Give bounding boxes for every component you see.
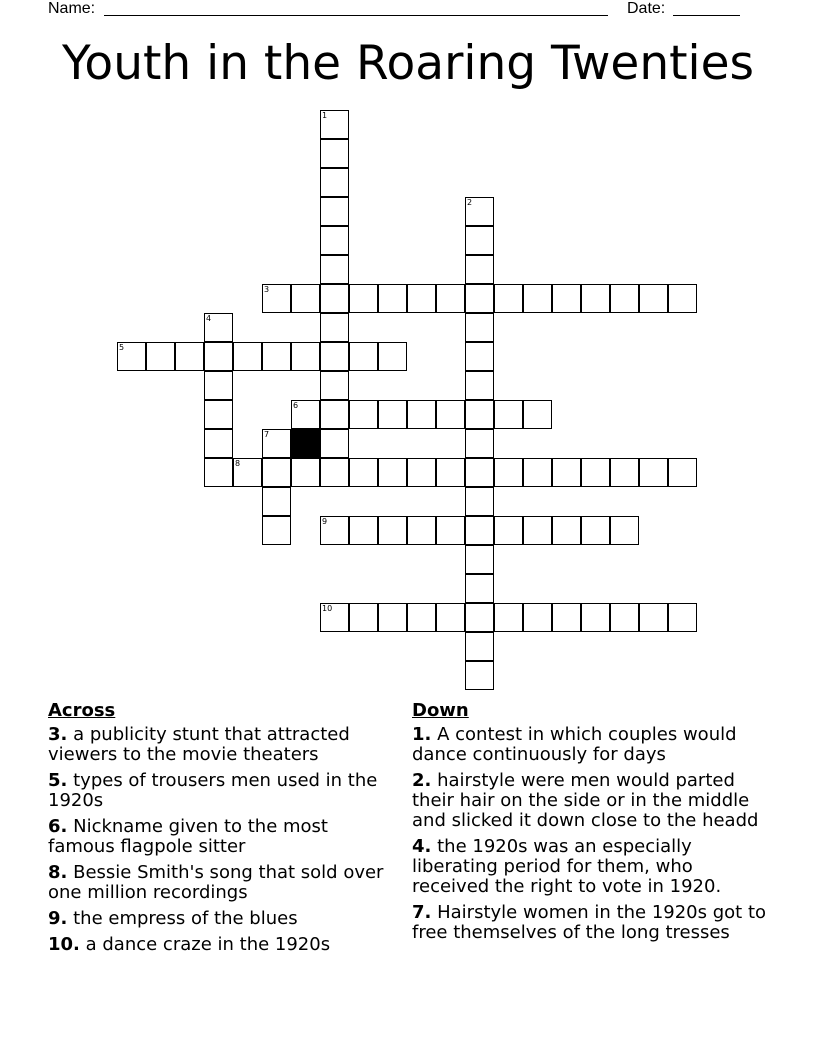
grid-cell[interactable] bbox=[523, 458, 552, 487]
grid-cell[interactable] bbox=[291, 458, 320, 487]
grid-cell[interactable] bbox=[175, 342, 204, 371]
grid-cell[interactable] bbox=[465, 458, 494, 487]
clue-number: 6 bbox=[293, 401, 299, 410]
grid-cell[interactable] bbox=[494, 284, 523, 313]
grid-cell[interactable] bbox=[349, 342, 378, 371]
grid-cell[interactable] bbox=[610, 458, 639, 487]
down-heading: Down bbox=[412, 700, 469, 721]
grid-cell[interactable] bbox=[349, 516, 378, 545]
clue-number: 2 bbox=[467, 198, 473, 207]
grid-cell[interactable] bbox=[436, 516, 465, 545]
grid-cell[interactable] bbox=[320, 226, 349, 255]
grid-cell[interactable] bbox=[349, 603, 378, 632]
grid-cell[interactable] bbox=[204, 429, 233, 458]
grid-cell[interactable] bbox=[262, 284, 291, 313]
date-blank[interactable] bbox=[673, 15, 740, 16]
grid-cell[interactable] bbox=[465, 574, 494, 603]
clue-number: 9 bbox=[322, 517, 328, 526]
grid-cell[interactable] bbox=[494, 516, 523, 545]
grid-cell[interactable] bbox=[465, 516, 494, 545]
grid-cell[interactable] bbox=[262, 458, 291, 487]
grid-cell[interactable] bbox=[639, 458, 668, 487]
grid-cell[interactable] bbox=[291, 342, 320, 371]
grid-cell-blocked bbox=[291, 429, 320, 458]
grid-cell[interactable] bbox=[523, 516, 552, 545]
grid-cell[interactable] bbox=[407, 400, 436, 429]
grid-cell[interactable] bbox=[378, 603, 407, 632]
grid-cell[interactable] bbox=[552, 458, 581, 487]
down-clue-1: 1. A contest in which couples would dance continuously for days bbox=[412, 724, 737, 765]
grid-cell[interactable] bbox=[320, 197, 349, 226]
down-clue-4: 4. the 1920s was an especially liberating period for them, who received the right to vote in 1920. bbox=[412, 836, 722, 897]
grid-cell[interactable] bbox=[262, 516, 291, 545]
grid-cell[interactable] bbox=[320, 516, 349, 545]
grid-cell[interactable] bbox=[552, 284, 581, 313]
grid-cell[interactable] bbox=[320, 255, 349, 284]
grid-cell[interactable] bbox=[465, 371, 494, 400]
grid-cell[interactable] bbox=[523, 284, 552, 313]
clue-number: 10 bbox=[322, 604, 333, 613]
grid-cell[interactable] bbox=[378, 284, 407, 313]
grid-cell[interactable] bbox=[262, 487, 291, 516]
grid-cell[interactable] bbox=[320, 371, 349, 400]
grid-cell[interactable] bbox=[146, 342, 175, 371]
grid-cell[interactable] bbox=[378, 458, 407, 487]
grid-cell[interactable] bbox=[233, 342, 262, 371]
grid-cell[interactable] bbox=[494, 400, 523, 429]
grid-cell[interactable] bbox=[378, 342, 407, 371]
grid-cell[interactable] bbox=[436, 603, 465, 632]
grid-cell[interactable] bbox=[204, 371, 233, 400]
grid-cell[interactable] bbox=[117, 342, 146, 371]
grid-cell[interactable] bbox=[378, 516, 407, 545]
grid-cell[interactable] bbox=[320, 603, 349, 632]
grid-cell[interactable] bbox=[465, 545, 494, 574]
grid-cell[interactable] bbox=[523, 400, 552, 429]
grid-cell[interactable] bbox=[349, 284, 378, 313]
grid-cell[interactable] bbox=[552, 603, 581, 632]
grid-cell[interactable] bbox=[639, 284, 668, 313]
grid-cell[interactable] bbox=[204, 313, 233, 342]
grid-cell[interactable] bbox=[320, 313, 349, 342]
grid-cell[interactable] bbox=[668, 458, 697, 487]
grid-cell[interactable] bbox=[610, 603, 639, 632]
grid-cell[interactable] bbox=[494, 603, 523, 632]
across-clue-6: 6. Nickname given to the most famous flagpole sitter bbox=[48, 816, 328, 857]
grid-cell[interactable] bbox=[233, 458, 262, 487]
across-clue-3: 3. a publicity stunt that attracted viewers to the movie theaters bbox=[48, 724, 350, 765]
down-clue-7: 7. Hairstyle women in the 1920s got to free themselves of the long tresses bbox=[412, 902, 767, 943]
grid-cell[interactable] bbox=[465, 255, 494, 284]
grid-cell[interactable] bbox=[204, 400, 233, 429]
across-heading: Across bbox=[48, 700, 116, 721]
grid-cell[interactable] bbox=[320, 168, 349, 197]
grid-cell[interactable] bbox=[552, 516, 581, 545]
grid-cell[interactable] bbox=[320, 284, 349, 313]
grid-cell[interactable] bbox=[407, 603, 436, 632]
grid-cell[interactable] bbox=[407, 284, 436, 313]
grid-cell[interactable] bbox=[465, 284, 494, 313]
grid-cell[interactable] bbox=[668, 284, 697, 313]
grid-cell[interactable] bbox=[465, 603, 494, 632]
across-clues bbox=[48, 701, 388, 961]
grid-cell[interactable] bbox=[262, 429, 291, 458]
grid-cell[interactable] bbox=[610, 516, 639, 545]
across-clue-8: 8. Bessie Smith's song that sold over one million recordings bbox=[48, 862, 384, 903]
clue-number: 4 bbox=[206, 314, 212, 323]
grid-cell[interactable] bbox=[320, 110, 349, 139]
grid-cell[interactable] bbox=[668, 603, 697, 632]
grid-cell[interactable] bbox=[407, 458, 436, 487]
clue-number: 7 bbox=[264, 430, 270, 439]
across-clue-9: 9. the empress of the blues bbox=[48, 908, 298, 929]
header bbox=[0, 0, 816, 20]
grid-cell[interactable] bbox=[639, 603, 668, 632]
grid-cell[interactable] bbox=[407, 516, 436, 545]
clue-number: 1 bbox=[322, 111, 328, 120]
across-clue-10: 10. a dance craze in the 1920s bbox=[48, 934, 331, 955]
grid-cell[interactable] bbox=[320, 139, 349, 168]
grid-cell[interactable] bbox=[465, 197, 494, 226]
grid-cell[interactable] bbox=[436, 458, 465, 487]
grid-cell[interactable] bbox=[291, 400, 320, 429]
grid-cell[interactable] bbox=[320, 429, 349, 458]
grid-cell[interactable] bbox=[349, 400, 378, 429]
grid-cell[interactable] bbox=[378, 400, 407, 429]
grid-cell[interactable] bbox=[349, 458, 378, 487]
grid-cell[interactable] bbox=[465, 429, 494, 458]
grid-cell[interactable] bbox=[465, 226, 494, 255]
down-clue-2: 2. hairstyle were men would parted their hair on the side or in the middle and slicked it down close to the headd bbox=[412, 770, 759, 831]
grid-cell[interactable] bbox=[320, 342, 349, 371]
grid-cell[interactable] bbox=[262, 342, 291, 371]
grid-cell[interactable] bbox=[436, 284, 465, 313]
grid-cell[interactable] bbox=[204, 342, 233, 371]
across-clue-5: 5. types of trousers men used in the 1920s bbox=[48, 770, 378, 811]
grid-cell[interactable] bbox=[204, 458, 233, 487]
grid-cell[interactable] bbox=[291, 284, 320, 313]
grid-cell[interactable] bbox=[320, 400, 349, 429]
grid-cell[interactable] bbox=[581, 516, 610, 545]
grid-cell[interactable] bbox=[494, 458, 523, 487]
date-label: Date: bbox=[627, 0, 666, 17]
grid-cell[interactable] bbox=[465, 661, 494, 690]
grid-cell[interactable] bbox=[581, 284, 610, 313]
grid-cell[interactable] bbox=[465, 313, 494, 342]
grid-cell[interactable] bbox=[581, 458, 610, 487]
grid-cell[interactable] bbox=[465, 400, 494, 429]
grid-cell[interactable] bbox=[581, 603, 610, 632]
grid-cell[interactable] bbox=[465, 632, 494, 661]
grid-cell[interactable] bbox=[320, 458, 349, 487]
page-title: Youth in the Roaring Twenties bbox=[61, 36, 755, 91]
grid-cell[interactable] bbox=[523, 603, 552, 632]
grid-cell[interactable] bbox=[465, 487, 494, 516]
down-clues bbox=[412, 701, 772, 949]
grid-cell[interactable] bbox=[610, 284, 639, 313]
grid-cell[interactable] bbox=[465, 342, 494, 371]
clue-number: 8 bbox=[235, 459, 241, 468]
grid-cell[interactable] bbox=[436, 400, 465, 429]
clue-number: 3 bbox=[264, 285, 270, 294]
name-label: Name: bbox=[48, 0, 96, 17]
clue-number: 5 bbox=[119, 343, 125, 352]
name-blank[interactable] bbox=[104, 15, 608, 16]
